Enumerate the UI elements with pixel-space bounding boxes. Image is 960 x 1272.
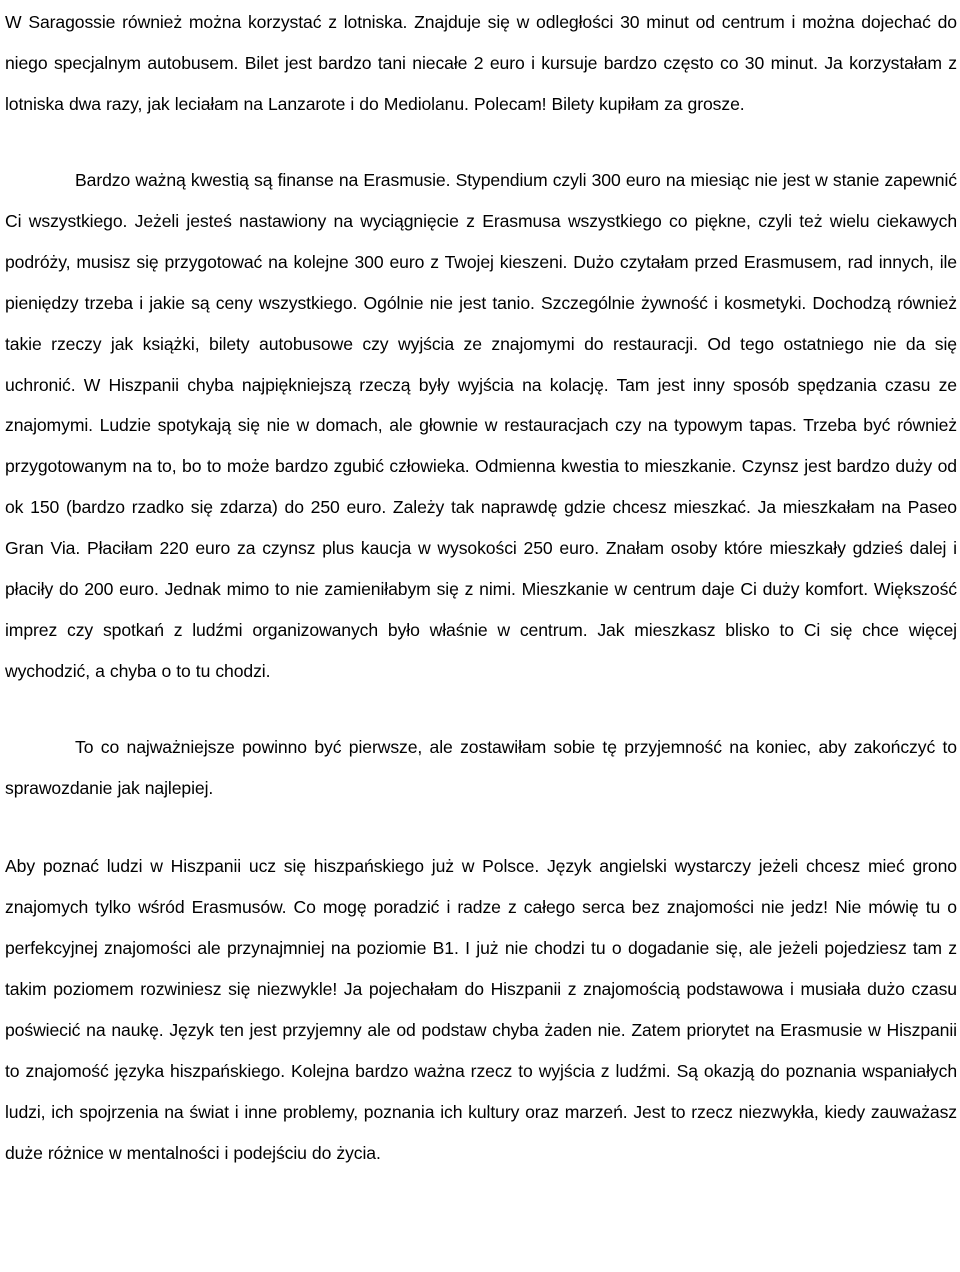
paragraph-airport: W Saragossie również można korzystać z lotniska. Znajduje się w odległości 30 minut od centrum i można dojechać do niego specjalnym autobusem. Bilet jest bardzo tani niecałe 2 euro i kursuje bardzo często co 30 minut. Ja korzystałam z lotniska dwa razy, jak leciałam na Lanzarote i do Mediolanu. Polecam! Bilety kupiłam za grosze. [5, 12, 957, 114]
paragraph-most-important: To co najważniejsze powinno być pierwsze, ale zostawiłam sobie tę przyjemność na koniec, aby zakończyć to sprawozdanie jak najlepiej. [5, 736, 957, 798]
document-page [5, 0, 957, 1174]
paragraph-finances: Bardzo ważną kwestią są finanse na Erasmusie. Stypendium czyli 300 euro na miesiąc nie jest w stanie zapewnić Ci wszystkiego. Jeżeli jesteś nastawiony na wyciągnięcie z Erasmusa wszystkiego co piękne, czyli też wielu ciekawych podróży, musisz się przygotować na kolejne 300 euro z Twojej kieszeni. Dużo czytałam przed Erasmusem, rad innych, ile pieniędzy trzeba i jakie są ceny wszystkiego. Ogólnie nie jest tanio. Szczególnie żywność i kosmetyki. Dochodzą również takie rzeczy jak książki, bilety autobusowe czy wyjścia ze znajomymi do restauracji. Od tego ostatniego nie da się uchronić. W Hiszpanii chyba najpiękniejszą rzeczą były wyjścia na kolację. Tam jest inny sposób spędzania czasu ze znajomymi. Ludzie spotykają się nie w domach, ale głownie w restauracjach czy na typowym tapas. Trzeba być również przygotowanym na to, bo to może bardzo zgubić człowieka. Odmienna kwestia to mieszkanie. Czynsz jest bardzo duży od ok 150 (bardzo rzadko się zdarza) do 250 euro. Zależy tak naprawdę gdzie chcesz mieszkać. Ja mieszkałam na Paseo Gran Via. Płaciłam 220 euro za czynsz plus kaucja w wysokości 250 euro. Znałam osoby które mieszkały gdzieś dalej i płaciły do 200 euro. Jednak mimo to nie zamieniłabym się z nimi. Mieszkanie w centrum daje Ci duży komfort. Większość imprez czy spotkań z ludźmi organizowanych było właśnie w centrum. Jak mieszkasz blisko to Ci się chce więcej wychodzić, a chyba o to tu chodzi. [5, 170, 957, 681]
paragraph-learn-spanish: Aby poznać ludzi w Hiszpanii ucz się hiszpańskiego już w Polsce. Język angielski wystarczy jeżeli chcesz mieć grono znajomych tylko wśród Erasmusów. Co mogę poradzić i radze z całego serca bez znajomości nie jedz! Nie mówię tu o perfekcyjnej znajomości ale przynajmniej na poziomie B1. I już nie chodzi tu o dogadanie się, ale jeżeli pojedziesz tam z takim poziomem rozwiniesz się niezwykle! Ja pojechałam do Hiszpanii z znajomością podstawowa i musiała dużo czasu poświecić na naukę. Język ten jest przyjemny ale od podstaw chyba żaden nie. Zatem priorytet na Erasmusie w Hiszpanii to znajomość języka hiszpańskiego. Kolejna bardzo ważna rzecz to wyjścia z ludźmi. Są okazją do poznania wspaniałych ludzi, ich spojrzenia na świat i inne problemy, poznania ich kultury oraz marzeń. Jest to rzecz niezwykła, kiedy zauważasz duże różnice w mentalności i podejściu do życia. [5, 855, 957, 1163]
